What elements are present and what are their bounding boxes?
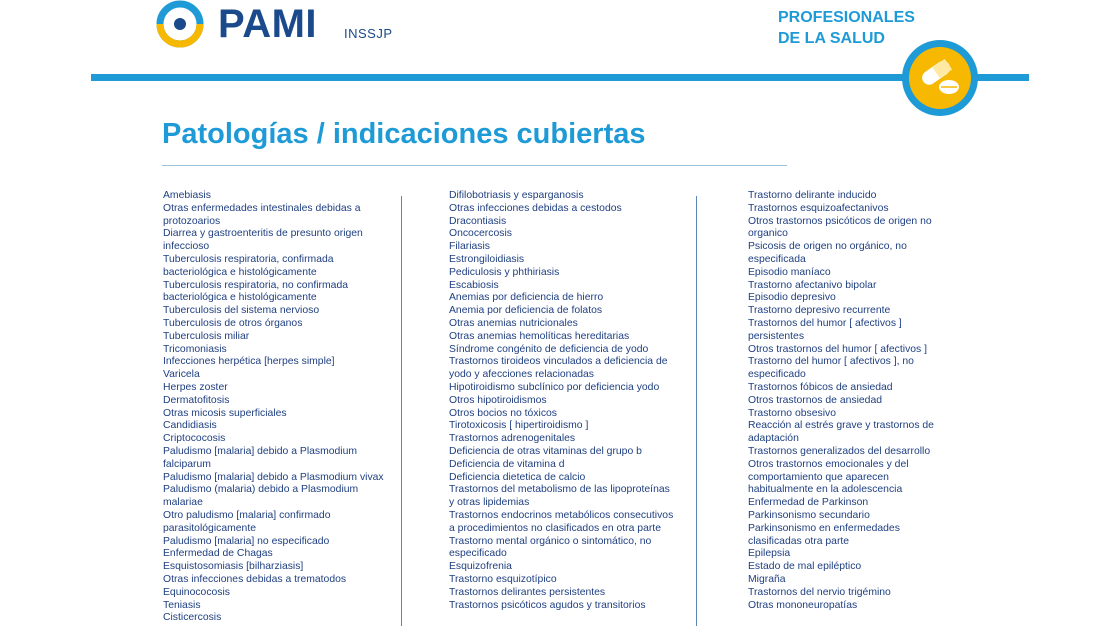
pathology-item: Otras infecciones debidas a cestodos <box>449 202 622 214</box>
pathology-item: Esquizofrenia <box>449 561 512 573</box>
pathology-item: Parkinsonismo en enfermedades clasificadas otra parte <box>748 522 900 547</box>
pathology-item: Difilobotriasis y esparganosis <box>449 190 584 201</box>
pathology-item: Trastorno afectanivo bipolar <box>748 279 877 291</box>
pathology-item: Otros trastornos psicóticos de origen no organico <box>748 215 932 240</box>
pathology-item: Criptococosis <box>163 433 226 445</box>
pathology-item: Otros trastornos de ansiedad <box>748 394 882 406</box>
page-title: Patologías / indicaciones cubiertas <box>162 118 646 150</box>
pathology-item: Anemia por deficiencia de folatos <box>449 305 603 317</box>
pathology-item: Paludismo [malaria] debido a Plasmodium vivax <box>163 471 384 483</box>
pathology-item: Trastornos del metabolismo de las lipoproteínas y otras lipidemias <box>449 484 670 509</box>
pathology-item: Trastornos endocrinos metabólicos consecutivos a procedimientos no clasificados en otra parte <box>449 509 674 534</box>
pathology-item: Síndrome congénito de deficiencia de yodo <box>449 343 649 355</box>
section-label-line1: PROFESIONALES <box>778 9 915 26</box>
pathology-item: Otras mononeuropatías <box>748 599 858 611</box>
pathology-item: Tuberculosis respiratoria, confirmada bacteriológica e histológicamente <box>163 253 334 278</box>
pami-logo-icon <box>156 0 204 48</box>
pathology-item: Epilepsia <box>748 548 791 560</box>
pathology-item: Paludismo [malaria] debido a Plasmodium falciparum <box>163 445 358 470</box>
pathology-item: Psicosis de origen no orgánico, no especificada <box>748 241 907 265</box>
pathology-item: Tirotoxicosis [ hipertiroidismo ] <box>449 420 589 432</box>
pathology-item: Oncocercosis <box>449 228 512 240</box>
pathology-item: Episodio maníaco <box>748 266 831 278</box>
logo-text: PAMI <box>218 2 318 46</box>
pathology-item: Trastornos del humor [ afectivos ] persistentes <box>748 317 902 342</box>
section-label-line2: DE LA SALUD <box>778 30 885 47</box>
pathology-item: Filariasis <box>449 241 490 253</box>
pathology-item: Otros trastornos del humor [ afectivos ] <box>748 343 928 355</box>
title-underline <box>162 165 787 166</box>
pathology-item: Trastorno obsesivo <box>748 407 836 419</box>
pathology-item: Equinococosis <box>163 586 231 598</box>
pathology-item: Trastorno esquizotípico <box>449 573 557 585</box>
pills-icon <box>909 47 971 109</box>
pathology-item: Dermatofitosis <box>163 394 230 406</box>
pathology-item: Cisticercosis <box>163 612 222 624</box>
pathology-item: Tuberculosis respiratoria, no confirmada bacteriológica e histológicamente <box>163 279 348 304</box>
pathology-item: Teniasis <box>163 599 201 611</box>
section-label <box>778 7 915 49</box>
header-divider <box>91 74 1029 81</box>
pathology-item: Trastorno depresivo recurrente <box>748 305 891 317</box>
pathology-item: Esquistosomiasis [bilharziasis] <box>163 561 304 573</box>
pathology-item: Dracontiasis <box>449 215 507 227</box>
pathology-item: Trastornos adrenogenitales <box>449 433 576 445</box>
pathology-item: Trastornos fóbicos de ansiedad <box>748 381 893 393</box>
pathology-item: Hipotiroidismo subclínico por deficiencia yodo <box>449 381 660 393</box>
pathology-item: Episodio depresivo <box>748 292 836 304</box>
pathology-item: Varicela <box>163 369 200 381</box>
pathology-item: Deficiencia de vitamina d <box>449 458 565 470</box>
pathology-item: Tuberculosis miliar <box>163 330 250 342</box>
pathology-item: Trastorno mental orgánico o sintomático, no especificado <box>449 535 652 560</box>
pathology-item: Trastornos tiroideos vinculados a deficiencia de yodo y afecciones relacionadas <box>449 356 668 381</box>
column-divider-2 <box>696 196 697 626</box>
pathology-item: Herpes zoster <box>163 381 228 393</box>
pathology-item: Paludismo (malaria) debido a Plasmodium malariae <box>163 484 359 509</box>
pathology-item: Otras infecciones debidas a trematodos <box>163 573 347 585</box>
pathology-column-3 <box>748 190 944 612</box>
pills-badge <box>902 40 978 116</box>
pathology-item: Candidiasis <box>163 420 217 432</box>
pathology-item: Otras micosis superficiales <box>163 407 287 419</box>
pathology-item: Enfermedad de Chagas <box>163 548 273 560</box>
pathology-item: Anemias por deficiencia de hierro <box>449 292 604 304</box>
pathology-item: Otros trastornos emocionales y del comportamiento que aparecen habitualmente en la adolescencia <box>748 458 909 496</box>
pathology-column-2 <box>449 190 677 612</box>
column-divider-1 <box>401 196 402 626</box>
pathology-item: Estado de mal epiléptico <box>748 561 862 573</box>
pathology-item: Amebiasis <box>163 190 211 201</box>
pathology-column-1 <box>163 190 385 625</box>
pathology-item: Enfermedad de Parkinson <box>748 497 869 509</box>
pathology-item: Reacción al estrés grave y trastornos de adaptación <box>748 420 934 445</box>
logo-subtitle: INSSJP <box>344 26 393 41</box>
pathology-item: Infecciones herpética [herpes simple] <box>163 356 335 368</box>
pathology-item: Deficiencia de otras vitaminas del grupo b <box>449 445 642 457</box>
pathology-item: Trastorno del humor [ afectivos ], no especificado <box>748 356 914 381</box>
pathology-item: Paludismo [malaria] no especificado <box>163 535 330 547</box>
pathology-item: Tricomoniasis <box>163 343 227 355</box>
pathology-item: Trastornos generalizados del desarrollo <box>748 445 931 457</box>
pathology-item: Migraña <box>748 573 786 585</box>
pathology-item: Trastorno delirante inducido <box>748 190 877 201</box>
pathology-item: Trastornos delirantes persistentes <box>449 586 606 598</box>
pathology-item: Tuberculosis de otros órganos <box>163 317 303 329</box>
pathology-item: Parkinsonismo secundario <box>748 509 870 521</box>
pathology-item: Otro paludismo [malaria] confirmado parasitológicamente <box>163 509 331 534</box>
pathology-item: Otras anemias hemolíticas hereditarias <box>449 330 630 342</box>
pathology-item: Otros hipotiroidismos <box>449 394 547 406</box>
pathology-item: Otras anemias nutricionales <box>449 317 578 329</box>
pathology-item: Trastornos del nervio trigémino <box>748 586 891 598</box>
pathology-item: Diarrea y gastroenteritis de presunto origen infeccioso <box>163 228 363 253</box>
pathology-item: Otros bocios no tóxicos <box>449 407 557 419</box>
pathology-item: Deficiencia dietetica de calcio <box>449 471 586 483</box>
pathology-item: Otras enfermedades intestinales debidas a protozoarios <box>163 202 361 227</box>
pathology-item: Tuberculosis del sistema nervioso <box>163 305 320 317</box>
pathology-item: Trastornos psicóticos agudos y transitorios <box>449 599 646 611</box>
pathology-item: Estrongiloidiasis <box>449 253 525 265</box>
pathology-item: Escabiosis <box>449 279 499 291</box>
pathology-item: Trastornos esquizoafectanivos <box>748 202 889 214</box>
pathology-item: Pediculosis y phthiriasis <box>449 266 560 278</box>
